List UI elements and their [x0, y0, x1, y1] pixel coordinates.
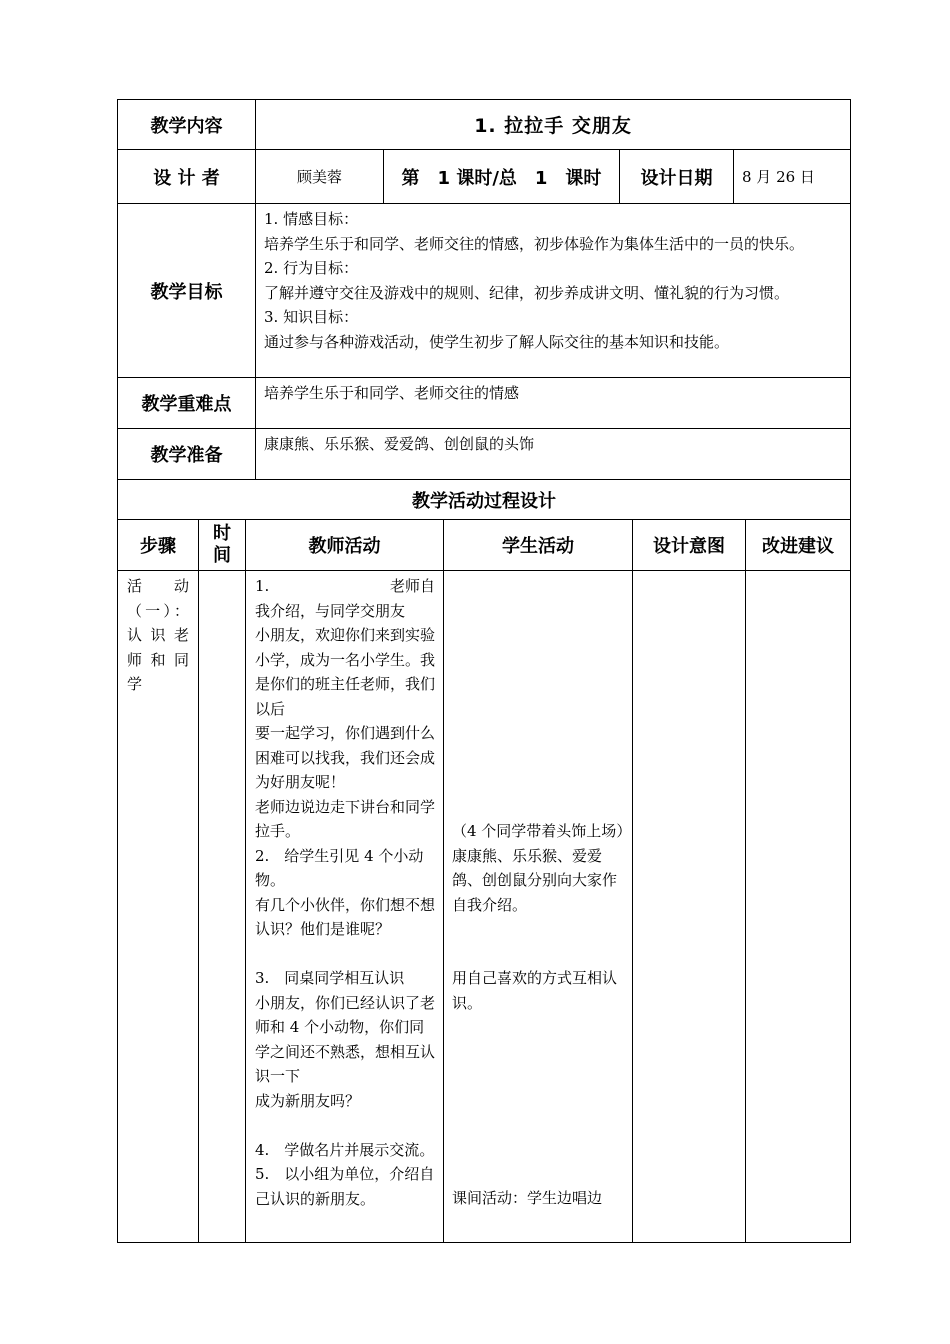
- process-table: [117, 519, 851, 1243]
- teacher-line: 小朋友，欢迎你们来到实验小学，成为一名小学生。我是你们的班主任老师，我们以后: [255, 626, 436, 718]
- col-teacher: 教师活动: [246, 520, 444, 571]
- objective-line: 1. 情感目标：: [264, 210, 359, 228]
- date-value: 8 月 26 日: [734, 150, 851, 204]
- preparation-text: 康康熊、乐乐猴、爱爱鸽、创创鼠的头饰: [256, 429, 851, 480]
- teacher-item-1-num: 1.: [255, 577, 270, 595]
- teacher-activity: [246, 571, 444, 1243]
- designer-label: 设 计 者: [118, 150, 256, 204]
- student-activity: [444, 571, 633, 1243]
- key-points-label: 教学重难点: [118, 378, 256, 429]
- content-label: 教学内容: [118, 100, 256, 150]
- teacher-line: 4. 学做名片并展示交流。: [255, 1140, 435, 1159]
- teacher-line: 有几个小伙伴，你们想不想认识？他们是谁呢？: [255, 895, 436, 938]
- teacher-line: 3. 同桌同学相互认识: [255, 969, 405, 987]
- teacher-line: 我介绍，与同学交朋友: [255, 601, 406, 620]
- teacher-line: 2. 给学生引见 4 个小动物。: [255, 846, 424, 889]
- objectives-content: [256, 204, 851, 378]
- objective-line: 3. 知识目标：: [264, 308, 359, 326]
- col-student: 学生活动: [444, 520, 633, 571]
- step-cell: 活动（一）：认识老师和同学: [118, 571, 199, 1243]
- key-points-text: 培养学生乐于和同学、老师交往的情感: [256, 378, 851, 429]
- teacher-line: 要一起学习，你们遇到什么困难可以找我，我们还会成为好朋友呢！: [255, 724, 436, 791]
- student-text-b: 用自己喜欢的方式互相认识。: [452, 969, 618, 1012]
- objectives-label: 教学目标: [118, 204, 256, 378]
- designer-name: 顾美蓉: [256, 150, 384, 204]
- col-suggest: 改进建议: [746, 520, 851, 571]
- objective-line: 通过参与各种游戏活动，使学生初步了解人际交往的基本知识和技能。: [264, 332, 730, 351]
- period-text: 第 1 课时/总 1 课时: [384, 150, 620, 204]
- lesson-plan: [117, 99, 850, 1243]
- time-cell: [199, 571, 246, 1243]
- teacher-item-1: [255, 574, 435, 599]
- student-text-c: 课间活动：学生边唱边: [452, 1189, 603, 1207]
- suggest-cell: [746, 571, 851, 1243]
- col-time: [199, 520, 246, 571]
- col-step: 步骤: [118, 520, 199, 571]
- objective-line: 了解并遵守交往及游戏中的规则、纪律，初步养成讲文明、懂礼貌的行为习惯。: [264, 283, 790, 302]
- intent-cell: [633, 571, 746, 1243]
- objective-line: 培养学生乐于和同学、老师交往的情感，初步体验作为集体生活中的一员的快乐。: [264, 234, 805, 253]
- teacher-item-1-head: 老师自: [389, 577, 435, 595]
- col-time-label: 时间: [213, 523, 231, 566]
- teacher-line: 小朋友，你们已经认识了老师和 4 个小动物，你们同学之间还不熟悉，想相互认识一下: [255, 993, 436, 1085]
- process-title: 教学活动过程设计: [118, 480, 851, 520]
- preparation-label: 教学准备: [118, 429, 256, 480]
- date-label: 设计日期: [620, 150, 734, 204]
- col-intent: 设计意图: [633, 520, 746, 571]
- lesson-plan-table: [117, 99, 851, 520]
- teacher-line: 老师边说边走下讲台和同学拉手。: [255, 797, 436, 840]
- teacher-line: 5. 以小组为单位，介绍自己认识的新朋友。: [255, 1165, 435, 1208]
- lesson-title: 1. 拉拉手 交朋友: [256, 100, 851, 150]
- objective-line: 2. 行为目标：: [264, 259, 359, 277]
- student-text-a: （4 个同学带着头饰上场）康康熊、乐乐猴、爱爱鸽、创创鼠分别向大家作自我介绍。: [452, 822, 624, 914]
- teacher-line: 成为新朋友吗？: [255, 1091, 361, 1110]
